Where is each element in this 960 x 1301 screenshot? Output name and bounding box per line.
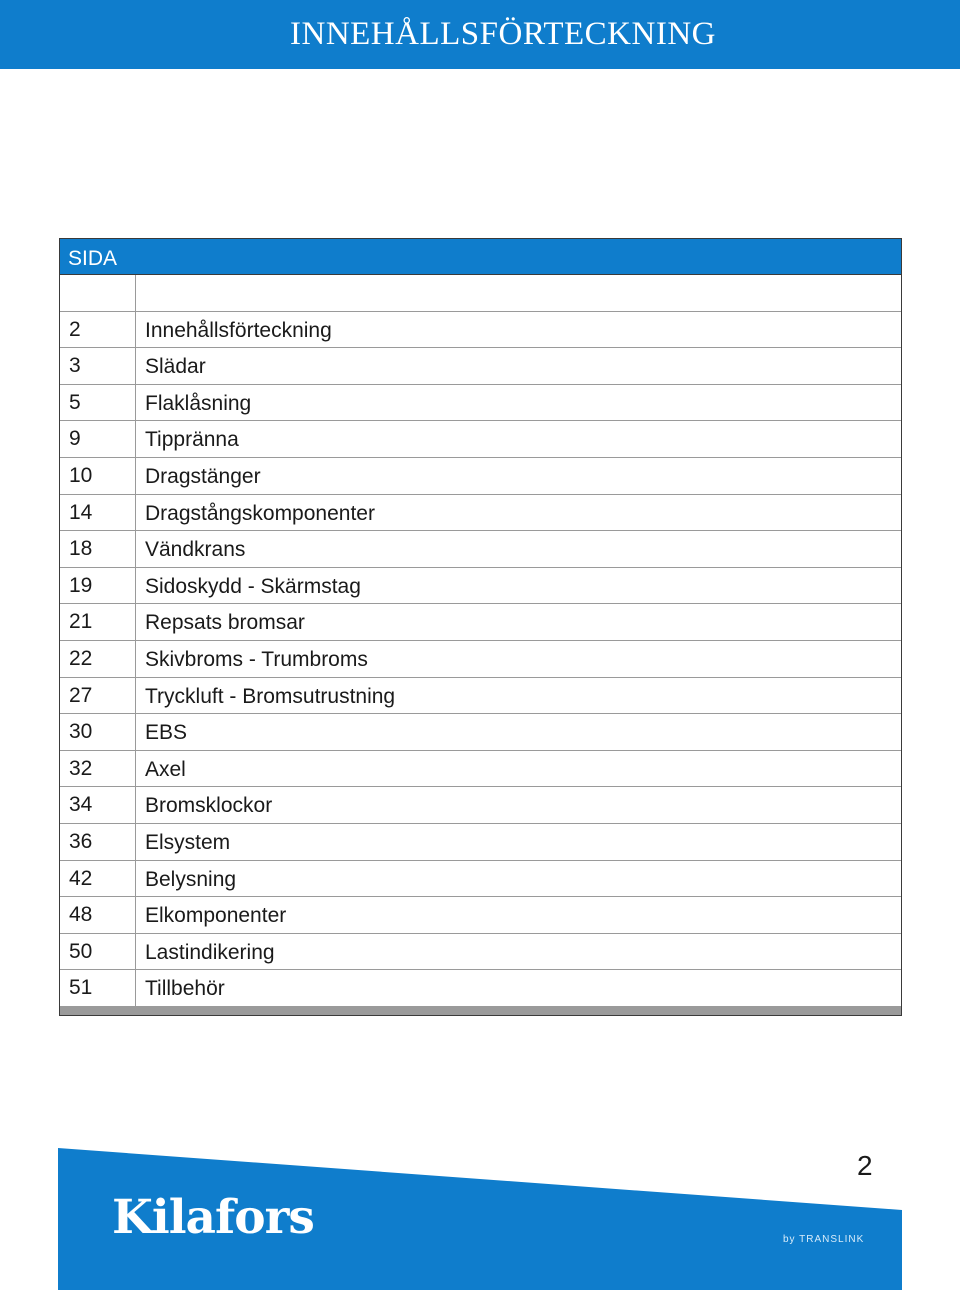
toc-header <box>60 239 901 275</box>
toc-page-number: 30 <box>60 714 136 750</box>
toc-row <box>60 641 901 678</box>
page-number: 2 <box>857 1150 873 1181</box>
toc-column-label: SIDA <box>68 247 118 270</box>
toc-section-title: Elkomponenter <box>145 904 287 928</box>
toc-section-title: Axel <box>145 757 186 781</box>
toc-section-title: EBS <box>145 721 188 745</box>
toc-row <box>60 275 901 312</box>
toc-page-number: 50 <box>60 934 136 970</box>
toc-row <box>60 970 901 1007</box>
toc-section-title: Vändkrans <box>145 538 246 562</box>
toc-row <box>60 348 901 385</box>
toc-row <box>60 824 901 861</box>
toc-footer-strip <box>60 1007 901 1015</box>
toc-section-title: Bromsklockor <box>145 794 273 818</box>
toc-row <box>60 458 901 495</box>
toc-section-title: Skivbroms - Trumbroms <box>145 647 368 671</box>
toc-row <box>60 385 901 422</box>
toc-page-number: 34 <box>60 787 136 823</box>
toc-page-number: 2 <box>60 312 136 348</box>
toc-page-number: 51 <box>60 970 136 1006</box>
toc-page-number: 19 <box>60 568 136 604</box>
toc-row <box>60 531 901 568</box>
toc-row <box>60 421 901 458</box>
page-title: INNEHÅLLSFÖRTECKNING <box>290 16 716 52</box>
toc-page-number: 14 <box>60 495 136 531</box>
toc-page-number: 27 <box>60 678 136 714</box>
toc-section-title: Dragstänger <box>145 464 261 488</box>
toc-rows <box>60 275 901 1007</box>
toc-page-number: 48 <box>60 897 136 933</box>
toc-row <box>60 714 901 751</box>
toc-section-title <box>136 275 901 311</box>
toc-row <box>60 495 901 532</box>
toc-row <box>60 678 901 715</box>
toc-section-title: Lastindikering <box>145 940 275 964</box>
translink-byline: by TRANSLINK <box>783 1234 865 1245</box>
toc-section-title: Tippränna <box>145 428 239 452</box>
toc-page-number <box>60 275 136 311</box>
toc-row <box>60 312 901 349</box>
toc-page-number: 10 <box>60 458 136 494</box>
toc-page-number: 22 <box>60 641 136 677</box>
toc-table <box>59 238 902 1016</box>
toc-section-title: Flaklåsning <box>145 391 252 415</box>
toc-page-number: 18 <box>60 531 136 567</box>
toc-section-title: Sidoskydd - Skärmstag <box>145 574 361 598</box>
toc-section-title: Innehållsförteckning <box>145 318 332 342</box>
toc-page-number: 21 <box>60 604 136 640</box>
toc-section-title: Belysning <box>145 867 237 891</box>
toc-row <box>60 787 901 824</box>
toc-row <box>60 934 901 971</box>
toc-page-number: 32 <box>60 751 136 787</box>
header-banner <box>0 0 960 69</box>
toc-row <box>60 568 901 605</box>
toc-section-title: Repsats bromsar <box>145 611 305 635</box>
toc-page-number: 42 <box>60 861 136 897</box>
toc-row <box>60 897 901 934</box>
toc-row <box>60 604 901 641</box>
toc-section-title: Slädar <box>145 355 206 379</box>
toc-row <box>60 861 901 898</box>
toc-section-title: Elsystem <box>145 830 231 854</box>
toc-section-title: Dragstångskomponenter <box>145 501 375 525</box>
toc-page-number: 5 <box>60 385 136 421</box>
toc-row <box>60 751 901 788</box>
kilafors-logo: Kilafors <box>112 1190 314 1245</box>
toc-page-number: 36 <box>60 824 136 860</box>
toc-section-title: Tillbehör <box>145 977 225 1001</box>
toc-section-title: Tryckluft - Bromsutrustning <box>145 684 396 708</box>
toc-page-number: 9 <box>60 421 136 457</box>
toc-page-number: 3 <box>60 348 136 384</box>
